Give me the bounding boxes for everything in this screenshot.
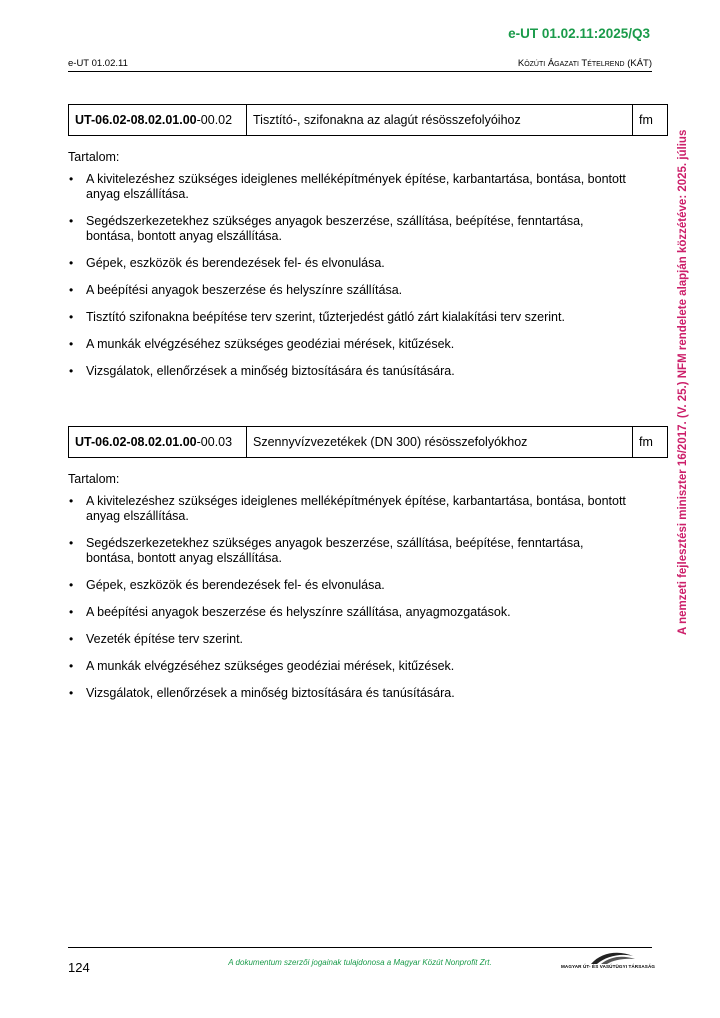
- header-left: e-UT 01.02.11: [68, 58, 128, 69]
- side-note-text: A nemzeti fejlesztési miniszter 16/2017. (V. 25.) NFM rendelete alapján közzétéve: 2025. július: [677, 129, 689, 635]
- page-number: 124: [68, 960, 90, 975]
- item-title: Szennyvízvezetékek (DN 300) résösszefolyókhoz: [247, 427, 633, 458]
- list-item: • Gépek, eszközök és berendezések fel- és elvonulása.: [68, 256, 626, 271]
- list-item: • A munkák elvégzéséhez szükséges geodéziai mérések, kitűzések.: [68, 337, 626, 352]
- item-section-1: [68, 104, 669, 391]
- side-note: [672, 95, 694, 635]
- list-item: • Vezeték építése terv szerint.: [68, 632, 626, 647]
- logo-text: MAGYAR ÚT- ÉS VASÚTÜGYI TÁRSASÁG: [561, 964, 656, 969]
- content-label: Tartalom:: [68, 472, 120, 486]
- item-header-table: [68, 104, 668, 136]
- item-title: Tisztító-, szifonakna az alagút résösszefolyóihoz: [247, 105, 633, 136]
- item-section-2: [68, 426, 669, 713]
- content-list: [68, 494, 669, 701]
- list-item: • Segédszerkezetekhez szükséges anyagok beszerzése, szállítása, beépítése, fenntartása, bontása, bontott anyag elszállítása.: [68, 536, 626, 566]
- document-code: e-UT 01.02.11:2025/Q3: [508, 26, 650, 41]
- list-item: • Vizsgálatok, ellenőrzések a minőség biztosítására és tanúsítására.: [68, 364, 626, 379]
- company-logo: [561, 950, 656, 972]
- content-list: [68, 172, 669, 379]
- item-unit: fm: [633, 105, 668, 136]
- list-item: • A beépítési anyagok beszerzése és helyszínre szállítása.: [68, 283, 626, 298]
- list-item: • Segédszerkezetekhez szükséges anyagok beszerzése, szállítása, beépítése, fenntartása, bontása, bontott anyag elszállítása.: [68, 214, 626, 244]
- list-item: • A kivitelezéshez szükséges ideiglenes melléképítmények építése, karbantartása, bontása, bontott anyag elszállítása.: [68, 172, 626, 202]
- copyright-note: A dokumentum szerzői jogainak tulajdonosa a Magyar Közút Nonprofit Zrt.: [228, 958, 492, 967]
- footer-divider: [68, 947, 652, 948]
- list-item: • A kivitelezéshez szükséges ideiglenes melléképítmények építése, karbantartása, bontása, bontott anyag elszállítása.: [68, 494, 626, 524]
- list-item: • Tisztító szifonakna beépítése terv szerint, tűzterjedést gátló zárt kialakítási terv szerint.: [68, 310, 626, 325]
- content-label: Tartalom:: [68, 150, 120, 164]
- item-code: UT-06.02-08.02.01.00-00.02: [69, 105, 247, 136]
- list-item: • Vizsgálatok, ellenőrzések a minőség biztosítására és tanúsítására.: [68, 686, 626, 701]
- item-code: UT-06.02-08.02.01.00-00.03: [69, 427, 247, 458]
- list-item: • Gépek, eszközök és berendezések fel- és elvonulása.: [68, 578, 626, 593]
- list-item: • A beépítési anyagok beszerzése és helyszínre szállítása, anyagmozgatások.: [68, 605, 626, 620]
- item-unit: fm: [633, 427, 668, 458]
- list-item: • A munkák elvégzéséhez szükséges geodéziai mérések, kitűzések.: [68, 659, 626, 674]
- page-header: [68, 58, 652, 72]
- item-header-table: [68, 426, 668, 458]
- header-right: Közúti Ágazati Tételrend (KÁT): [517, 58, 652, 69]
